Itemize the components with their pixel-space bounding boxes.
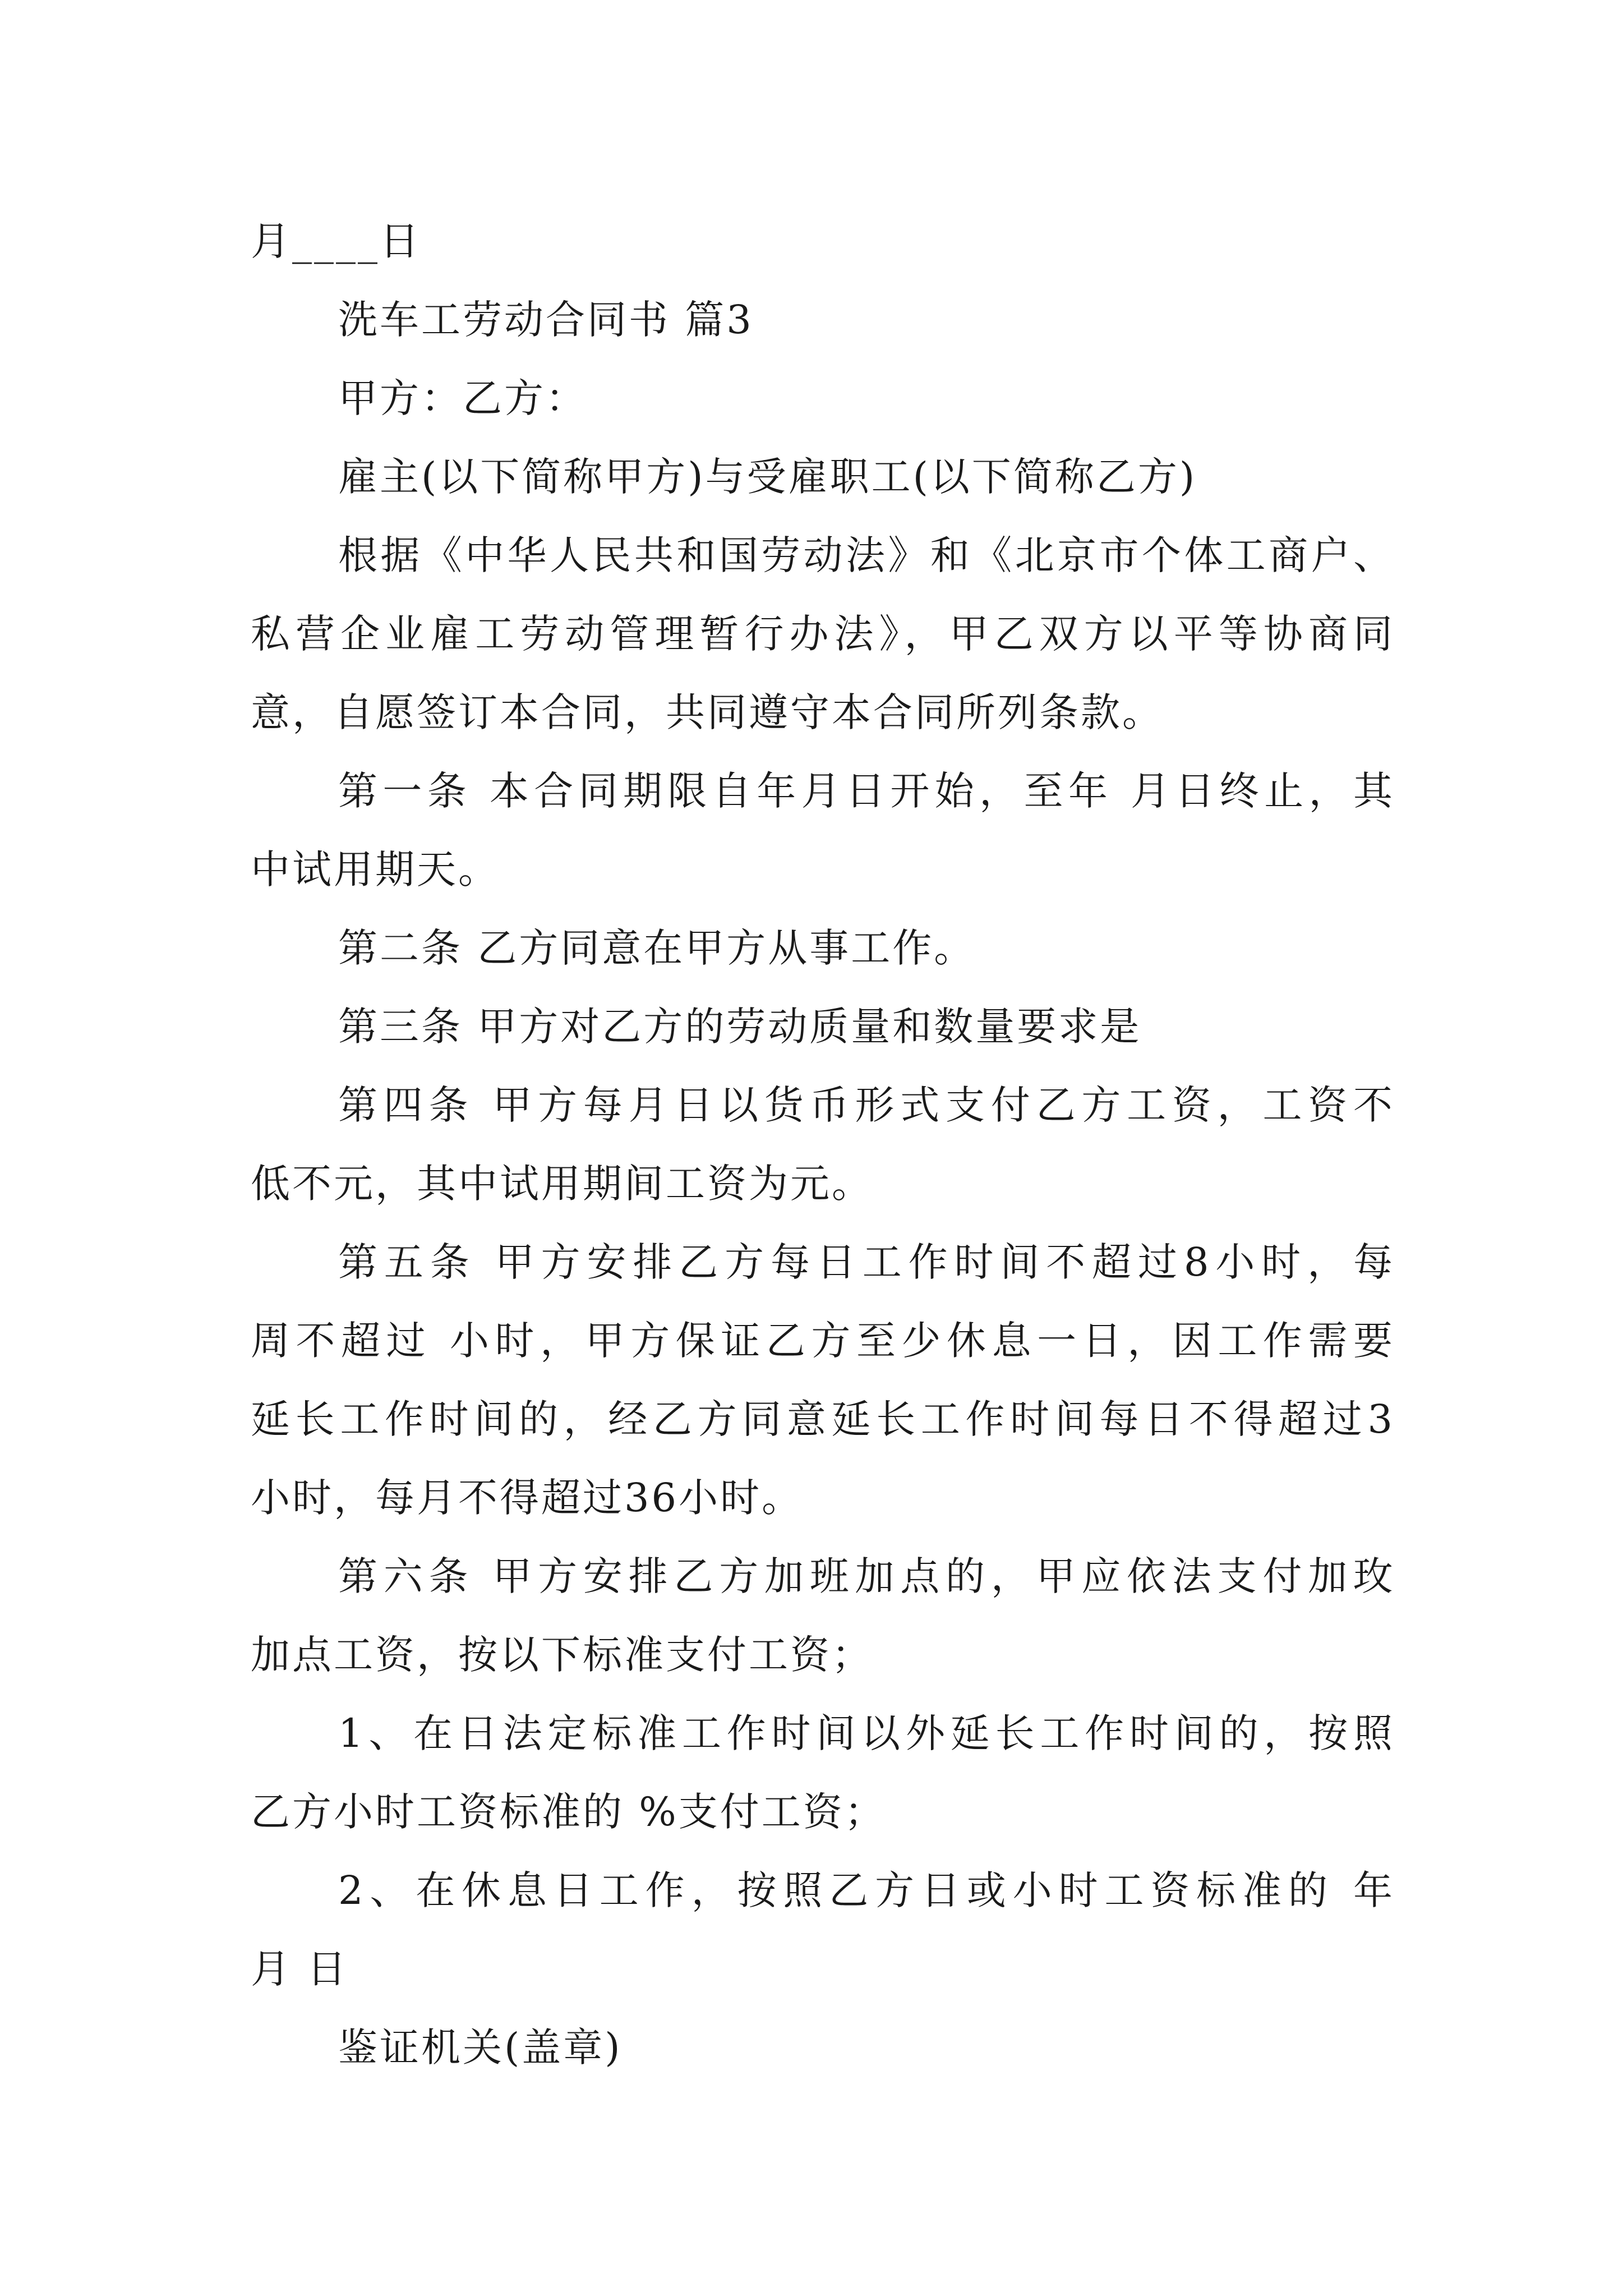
clause-line: 小时，每月不得超过36小时。 xyxy=(251,1475,804,1521)
section-title: 洗车工劳动合同书 篇3 xyxy=(338,297,754,343)
clause-line: 延长工作时间的，经乙方同意延长工作时间每日不得超过3 xyxy=(251,1396,1395,1442)
paragraph-line: 私营企业雇工劳动管理暂行办法》，甲乙双方以平等协商同 xyxy=(251,611,1395,657)
paragraph-line: 雇主(以下简称甲方)与受雇职工(以下简称乙方) xyxy=(338,454,1197,500)
clause-line: 第三条 甲方对乙方的劳动质量和数量要求是 xyxy=(338,1004,1142,1050)
clause-line: 第五条 甲方安排乙方每日工作时间不超过8小时，每 xyxy=(338,1239,1395,1285)
clause-line: 第一条 本合同期限自年月日开始，至年 月日终止，其 xyxy=(338,768,1395,814)
list-item-line: 1、在日法定标准工作时间以外延长工作时间的，按照 xyxy=(338,1710,1395,1756)
party-line: 甲方：乙方： xyxy=(338,375,587,421)
list-item-line: 2、在休息日工作，按照乙方日或小时工资标准的 年 xyxy=(338,1867,1395,1913)
clause-line: 第四条 甲方每月日以货币形式支付乙方工资，工资不 xyxy=(338,1082,1395,1128)
clause-line: 第六条 甲方安排乙方加班加点的，甲应依法支付加玫 xyxy=(338,1553,1395,1599)
signature-label: 鉴证机关(盖章) xyxy=(338,2024,623,2070)
clause-line: 周不超过 小时，甲方保证乙方至少休息一日，因工作需要 xyxy=(251,1318,1395,1364)
clause-line: 第二条 乙方同意在甲方从事工作。 xyxy=(338,925,976,971)
document-body xyxy=(251,202,1395,2087)
list-item-line: 月 日 xyxy=(251,1946,349,1992)
paragraph-line: 意，自愿签订本合同，共同遵守本合同所列条款。 xyxy=(251,689,1164,735)
clause-line: 低不元，其中试用期间工资为元。 xyxy=(251,1161,873,1207)
date-line: 月____日 xyxy=(251,218,421,264)
clause-line: 加点工资，按以下标准支付工资； xyxy=(251,1632,873,1678)
list-item-line: 乙方小时工资标准的 %支付工资； xyxy=(251,1789,886,1835)
paragraph-line: 根据《中华人民共和国劳动法》和《北京市个体工商户、 xyxy=(338,532,1395,578)
clause-line: 中试用期天。 xyxy=(251,846,500,892)
